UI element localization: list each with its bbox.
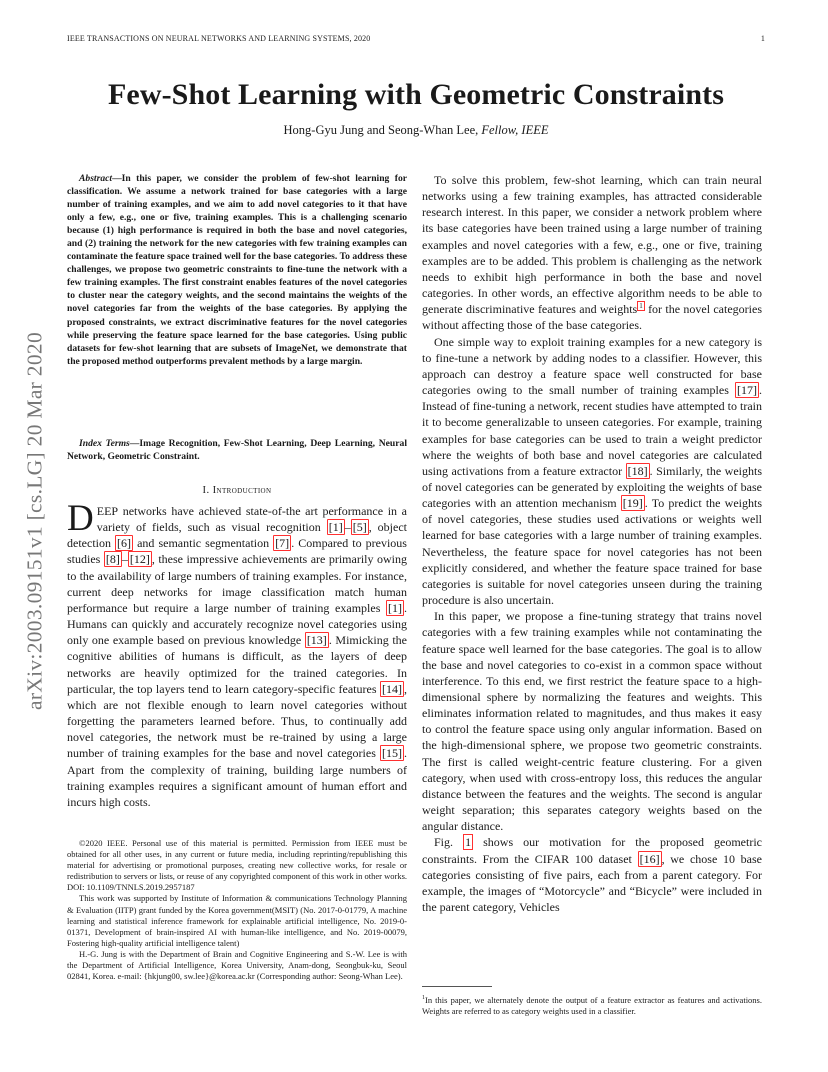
- citation-link[interactable]: [15]: [382, 746, 402, 761]
- funding-note: This work was supported by Institute of Information & communications Technology Planning & Evaluation (IITP) grant funded by the Korea government(MSIT) (No. 2017-0-01779, A machine learning and statistical inference framework for explainable artificial intelligence, No. 2019-0-01371, Development of brain-inspired AI with human-like intelligence, and No. 2019-00079, Fostering high-quality artificial intelligence talent): [67, 893, 407, 948]
- abstract: [67, 172, 407, 368]
- citation-link[interactable]: [8]: [105, 552, 120, 567]
- citation-link[interactable]: [14]: [382, 681, 402, 696]
- body-text: shows our motivation for the proposed geometric constraints. From the CIFAR 100 dataset: [422, 835, 762, 866]
- footnote-ref-link[interactable]: 1: [639, 302, 643, 311]
- page-number: 1: [760, 34, 765, 43]
- paragraph: [422, 834, 762, 915]
- citation-link[interactable]: [19]: [622, 496, 643, 511]
- footnote-right: [422, 993, 762, 1017]
- figure-ref-link[interactable]: 1: [465, 835, 472, 850]
- intro-text: . Compared to previous studies: [67, 536, 407, 567]
- copyright-notice: ©2020 IEEE. Personal use of this material is permitted. Permission from IEEE must be obtained for all other uses, in any current or future media, including reprinting/republishing this material for advertising or promotional purposes, creating new collective works, for resale or redistribution to servers or lists, or reuse of any copyrighted component of this work in other works. DOI: 10.1109/TNNLS.2019.2957187: [67, 838, 407, 893]
- intro-text: and semantic segmentation: [133, 536, 274, 551]
- intro-text: –: [344, 520, 351, 535]
- citation-link[interactable]: [6]: [117, 536, 132, 551]
- right-column-body: [422, 172, 762, 915]
- paper-title: Few-Shot Learning with Geometric Constraints: [107, 78, 724, 111]
- citation-link[interactable]: [5]: [352, 520, 367, 535]
- intro-text: . Humans can quickly and accurately recognize novel categories using only one example based on previous knowledge: [67, 600, 407, 648]
- body-text: . Similarly, the weights of novel categories can be generated by exploiting the weights of base categories with an attention mechanism: [422, 463, 762, 511]
- lead-word: EEP: [96, 504, 119, 518]
- intro-text: networks have achieved state-of-the art performance in a variety of fields, such as visual recognition: [96, 504, 407, 535]
- intro-text: , these impressive achievements are primarily owing to the availability of large numbers of training examples. For instance, current deep networks for image classification match human performance but require a large number of training examples: [67, 552, 407, 615]
- intro-text: , which are not flexible enough to learn novel categories without forgetting the parameters learned before. Thus, to continually add novel categories, the network must be re-trained by using a large number of training examples for the base and novel categories: [67, 681, 407, 761]
- arxiv-stamp: [24, 283, 46, 758]
- body-text: . To predict the weights of novel categories, these studies used activations or weights well learned for base categories with a large number of training examples. Nevertheless, the feature space for novel categories has not been explicitly considered, and whether the feature space trained for base categories is suitable for novel categories unseen during the training procedure is also uncertain.: [422, 496, 763, 608]
- abstract-text: —In this paper, we consider the problem of few-shot learning for classification. We assume a network trained for base categories with a large number of training examples, and we aim to add novel categories to it that have only a few, e.g., one or five, training examples. This is a challenging scenario because (1) high performance is required in both the base and novel categories, and (2) training the network for the new categories with few training examples can contaminate the feature space trained well for the base categories. To address these challenges, we propose two geometric constraints to fine-tune the network with a few training examples. The first constraint enables features of the novel categories to cluster near the category weights, and the second maintains the weights of the novel categories far from the weights of the base categories. By applying the proposed constraints, we extract discriminative features for the novel categories while preserving the feature space learned for the base categories. Using public datasets for few-shot learning that are subsets of ImageNet, we demonstrate that the proposed method outperforms prevalent methods by a large margin.: [67, 173, 407, 367]
- body-text: One simple way to exploit training examples for a new category is to fine-tune a network by adding nodes to a classifier. However, this approach can destroy a feature space well constructed for base categories owing to the small number of training examples: [422, 334, 762, 398]
- index-terms-text: —Image Recognition, Few-Shot Learning, Deep Learning, Neural Network, Geometric Constraint.: [67, 438, 407, 463]
- body-text: . Instead of fine-tuning a network, recent studies have attempted to train it to become generalizable to unseen categories. For example, training examples for base categories can be used to train a weight predictor where the weights of both base and novel categories are calculated using activations from a feature extractor: [422, 383, 762, 478]
- body-text: for the novel categories without affecting those of the base categories.: [422, 302, 762, 333]
- journal-name: IEEE TRANSACTIONS ON NEURAL NETWORKS AND LEARNING SYSTEMS, 2020: [67, 34, 371, 43]
- paragraph: [422, 172, 762, 334]
- footnote-mark: 1: [422, 995, 425, 1001]
- citation-link[interactable]: [12]: [129, 552, 150, 567]
- index-terms: [67, 437, 407, 463]
- abstract-label: Abstract: [79, 173, 113, 184]
- intro-text: . Mimicking the cognitive abilities of humans is difficult, as the layers of deep networks are heavily optimized for the trained categories. In particular, the top layers tend to learn category-specific features: [67, 633, 408, 696]
- intro-text: , object detection: [67, 520, 407, 551]
- citation-link[interactable]: [7]: [275, 536, 290, 551]
- citation-link[interactable]: [1]: [388, 600, 402, 615]
- paper-authors: [67, 122, 765, 138]
- introduction-paragraph: [67, 498, 408, 810]
- section-heading-introduction: [67, 485, 407, 496]
- index-terms-label: Index Terms: [79, 438, 130, 449]
- footnote-text: In this paper, we alternately denote the output of a feature extractor as features and activations. Weights are referred to as category weights used in a classifier.: [422, 994, 762, 1016]
- affiliation-note: H.-G. Jung is with the Department of Brain and Cognitive Engineering and S.-W. Lee is with the Department of Artificial Intelligence, Korea University, Anam-dong, Seongbuk-ku, Seoul 02841, Korea. e-mail: {hkjung00, sw.lee}@korea.ac.kr (Corresponding author: Seong-Whan Lee).: [67, 948, 407, 982]
- body-text: To solve this problem, few-shot learning, which can train neural networks using a few training examples, has attracted considerable research interest. In this paper, we consider a network problem where its base categories have been trained using a large number of training examples and novel categories with a few, e.g., one or five, training examples are to be added. This problem is challenging as the network needs to exhibit high performance in both the base and novel categories. In other words, an effective algorithm needs to be able to generate discriminative features and weights: [422, 173, 762, 317]
- paragraph: In this paper, we propose a fine-tuning strategy that trains novel categories with a few training examples while not contaminating the feature space well learned for the base categories. The goal is to allow the base and novel categories to co-exist in a common space without interference. To this end, we first restrict the feature space to a high-dimensional sphere by normalizing the features and weights. This eliminates information related to magnitudes, and thus makes it easy to control the feature space using only angular information. Based on the high-dimensional sphere, we propose two geometric constraints. The first is called weight-centric feature clustering. For a given category, when used with cross-entropy loss, this reduces the angular distance between the features and the weights. The second is angular weight separation; this separates category weights based on the angular distance.: [422, 609, 762, 834]
- author-fellow: Fellow, IEEE: [481, 123, 549, 137]
- citation-link[interactable]: [18]: [627, 463, 648, 478]
- author-names: Hong-Gyu Jung and Seong-Whan Lee,: [283, 123, 479, 137]
- section-number: I.: [202, 485, 210, 496]
- intro-text: . Apart from the complexity of training, building large numbers of training examples requires a significant amount of human effort and incurs high costs.: [67, 746, 407, 809]
- footnote-divider: [422, 986, 492, 987]
- arxiv-stamp-text: arXiv:2003.09151v1 [cs.LG] 20 Mar 2020: [22, 331, 47, 710]
- drop-cap: D: [67, 498, 94, 539]
- running-head: [67, 34, 765, 48]
- paragraph: [422, 334, 762, 609]
- footnotes-left: [67, 838, 407, 982]
- section-title: Introduction: [212, 485, 272, 496]
- citation-link[interactable]: [1]: [328, 520, 343, 535]
- citation-link[interactable]: [13]: [306, 633, 327, 648]
- intro-text: –: [121, 552, 128, 567]
- body-text: , we chose 10 base categories consisting of five pairs, each from a parent category. For example, the images of “Motorcycle” and “Bicycle” were included in the parent category, Vehicles: [422, 851, 762, 915]
- citation-link[interactable]: [17]: [737, 383, 757, 398]
- body-text: Fig.: [434, 835, 464, 850]
- citation-link[interactable]: [16]: [639, 851, 660, 866]
